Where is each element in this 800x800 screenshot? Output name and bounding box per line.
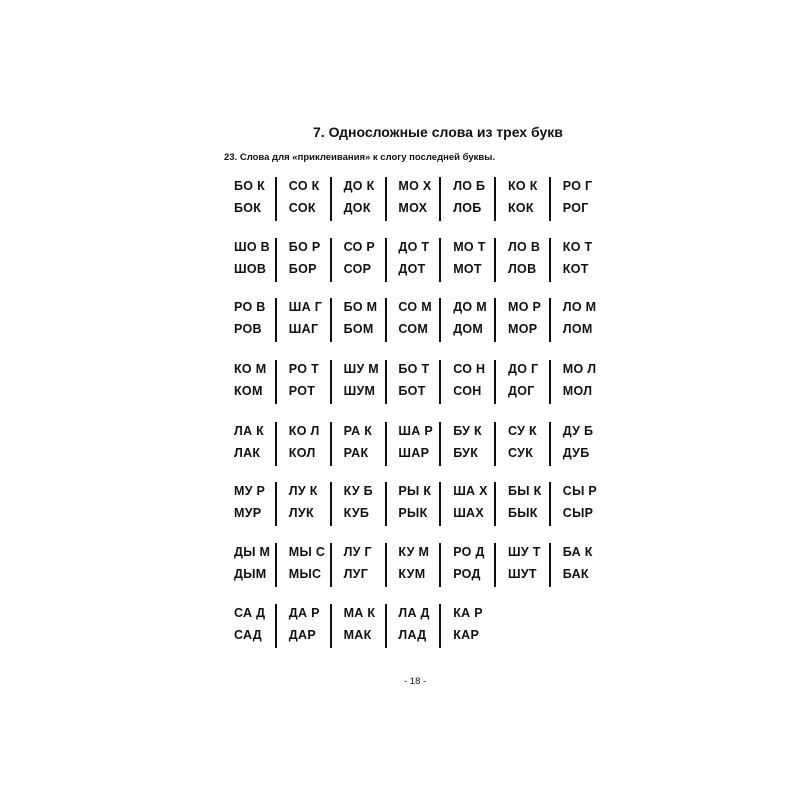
word-cell [336,238,387,282]
word-cell [281,543,332,587]
word-cell [445,482,496,526]
word-text: ЛУГ [343,567,369,581]
word-cell [336,422,387,466]
word-text: КУМ [398,567,426,581]
word-row [226,360,610,404]
word-cell [500,238,551,282]
word-row [226,298,610,342]
word-text: МОТ [453,262,482,276]
word-cell [445,298,496,342]
word-text: МОЛ [562,384,593,398]
syllable-text: СО М [398,300,432,314]
word-text: ДЫМ [234,567,267,581]
syllable-text: БА К [562,545,593,559]
word-cell [226,298,277,342]
word-text: ШУТ [507,567,537,581]
word-cell [390,543,441,587]
word-text: ДОГ [507,384,535,398]
syllable-text: СО Р [343,240,376,254]
word-cell [445,604,496,648]
word-text: КОЛ [288,446,316,460]
syllable-text: КА Р [453,606,483,620]
word-row [226,238,610,282]
syllable-text: РА К [343,424,373,438]
word-text: ШАР [398,446,430,460]
word-cell [390,177,441,221]
page-number: - 18 - [404,676,427,687]
word-cell [500,360,551,404]
word-cell [226,482,277,526]
syllable-text: КО Л [288,424,320,438]
syllable-text: СЫ Р [562,484,598,498]
word-cell [390,360,441,404]
word-text: РОВ [234,322,262,336]
word-text: БУК [453,446,479,460]
word-text: СОК [288,201,316,215]
word-cell [281,422,332,466]
word-text: ШАГ [288,322,319,336]
syllable-text: ДО Г [507,362,539,376]
word-text: ДОМ [453,322,484,336]
word-cell [390,422,441,466]
word-cell [555,238,606,282]
word-text: РОД [453,567,481,581]
word-text: КОК [507,201,534,215]
syllable-text: ДЫ М [234,545,271,559]
word-cell [281,482,332,526]
word-text: ЛОВ [507,262,537,276]
syllable-text: МА К [343,606,376,620]
word-cell [500,422,551,466]
syllable-text: МО Т [453,240,486,254]
word-cell [390,482,441,526]
word-cell [555,360,606,404]
word-text: МОХ [398,201,428,215]
syllable-text: ЛА Д [398,606,430,620]
word-text: БЫК [507,506,538,520]
word-cell [555,422,606,466]
word-cell [281,360,332,404]
syllable-text: РЫ К [398,484,432,498]
word-text: ДОТ [398,262,426,276]
syllable-text: ША Г [288,300,323,314]
syllable-text: КО К [507,179,538,193]
word-cell [445,360,496,404]
syllable-text: ДО М [453,300,487,314]
syllable-text: МЫ С [288,545,326,559]
syllable-text: СА Д [234,606,266,620]
syllable-text: МО Л [562,362,597,376]
word-text: ЛУК [288,506,314,520]
word-text: СОН [453,384,482,398]
word-cell [500,482,551,526]
syllable-text: РО Т [288,362,320,376]
syllable-text: БЫ К [507,484,542,498]
word-text: МЫС [288,567,322,581]
word-cell [500,177,551,221]
syllable-text: ШО В [234,240,270,254]
syllable-text: КУ Б [343,484,373,498]
section-title: 7. Односложные слова из трех букв [313,124,563,140]
word-text: ШАХ [453,506,485,520]
word-text: КОМ [234,384,263,398]
word-cell [445,238,496,282]
word-row [226,422,610,466]
word-cell [500,298,551,342]
syllable-text: БУ К [453,424,482,438]
word-text: МОР [507,322,538,336]
syllable-text: КО М [234,362,267,376]
word-text: РОГ [562,201,589,215]
syllable-text: ША Р [398,424,433,438]
word-cell [336,177,387,221]
word-text: ДАР [288,628,316,642]
word-text: СЫР [562,506,594,520]
word-cell [390,238,441,282]
syllable-text: РО Д [453,545,485,559]
word-cell [226,604,277,648]
word-cell [390,298,441,342]
syllable-text: РО В [234,300,266,314]
word-text: КАР [453,628,480,642]
word-cell [226,238,277,282]
word-cell [445,177,496,221]
syllable-text: СО К [288,179,320,193]
word-text: СОР [343,262,372,276]
word-cell [336,482,387,526]
word-text: БОМ [343,322,374,336]
word-text: БОР [288,262,317,276]
word-text: ЛАК [234,446,261,460]
word-text: СОМ [398,322,429,336]
word-cell [500,543,551,587]
syllable-text: БО Р [288,240,321,254]
word-text: КУБ [343,506,370,520]
syllable-text: ДУ Б [562,424,594,438]
word-text: МАК [343,628,372,642]
word-text: ЛОБ [453,201,482,215]
syllable-text: ШУ М [343,362,380,376]
syllable-text: МО Р [507,300,542,314]
word-cell [336,543,387,587]
syllable-text: ЛО М [562,300,597,314]
word-cell [390,604,441,648]
syllable-text: ДА Р [288,606,320,620]
syllable-text: ЛО Б [453,179,486,193]
word-cell [445,422,496,466]
syllable-text: ЛУ К [288,484,318,498]
word-text: ЛОМ [562,322,593,336]
word-text: БОК [234,201,262,215]
syllable-text: СО Н [453,362,486,376]
word-text: РОТ [288,384,316,398]
syllable-text: ЛА К [234,424,265,438]
syllable-text: ЛО В [507,240,541,254]
word-text: РЫК [398,506,428,520]
syllable-text: СУ К [507,424,537,438]
word-text: ШУМ [343,384,376,398]
word-cell [336,604,387,648]
syllable-text: МУ Р [234,484,266,498]
word-text: РАК [343,446,369,460]
word-cell [445,543,496,587]
syllable-text: ДО К [343,179,375,193]
word-cell [226,360,277,404]
word-text: БОТ [398,384,426,398]
word-cell [226,422,277,466]
syllable-text: РО Г [562,179,593,193]
word-text: БАК [562,567,589,581]
word-cell [555,482,606,526]
word-text: ЛАД [398,628,427,642]
word-cell [281,238,332,282]
word-row [226,604,500,648]
word-text: МУР [234,506,262,520]
syllable-text: БО М [343,300,378,314]
word-text: СУК [507,446,534,460]
syllable-text: МО Х [398,179,432,193]
word-text: КОТ [562,262,589,276]
syllable-text: ЛУ Г [343,545,372,559]
syllable-text: БО К [234,179,266,193]
word-row [226,177,610,221]
syllable-text: ШУ Т [507,545,541,559]
exercise-subtitle: 23. Слова для «приклеивания» к слогу последней буквы. [224,152,495,163]
word-text: ДОК [343,201,371,215]
word-row [226,482,610,526]
word-text: ШОВ [234,262,267,276]
syllable-text: ША Х [453,484,488,498]
word-cell [555,298,606,342]
word-cell [336,360,387,404]
syllable-text: КО Т [562,240,593,254]
syllable-text: ДО Т [398,240,430,254]
word-cell [281,177,332,221]
word-cell [555,177,606,221]
word-cell [555,543,606,587]
word-text: ДУБ [562,446,590,460]
syllable-text: КУ М [398,545,430,559]
word-cell [336,298,387,342]
word-text: САД [234,628,263,642]
word-cell [281,298,332,342]
word-cell [281,604,332,648]
word-cell [226,543,277,587]
word-row [226,543,610,587]
word-cell [226,177,277,221]
syllable-text: БО Т [398,362,430,376]
